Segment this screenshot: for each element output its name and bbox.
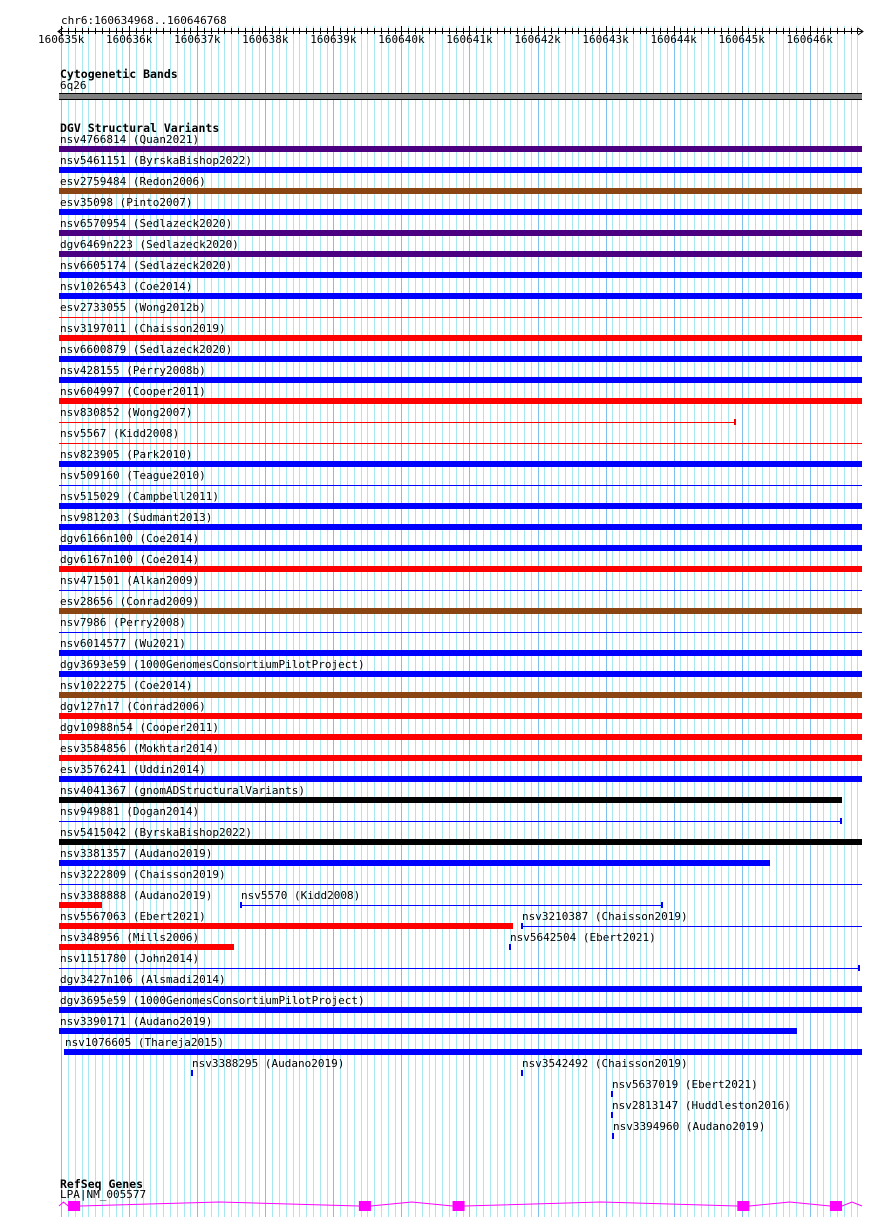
cyto-track-title[interactable]: Cytogenetic Bands [60,67,178,81]
variant-feature[interactable] [59,797,842,803]
variant-label[interactable]: nsv5637019 (Ebert2021) [612,1078,758,1091]
variant-feature[interactable] [59,146,862,152]
variant-label[interactable]: nsv981203 (Sudmant2013) [60,511,213,524]
variant-label[interactable]: dgv3695e59 (1000GenomesConsortiumPilotProject) [60,994,365,1007]
variant-label[interactable]: esv2733055 (Wong2012b) [60,301,206,314]
variant-label[interactable]: nsv6600879 (Sedlazeck2020) [60,343,233,356]
variant-feature[interactable] [240,905,663,906]
ruler-tick-label: 160637k [174,33,221,46]
variant-feature[interactable] [59,821,842,822]
variant-feature[interactable] [59,692,862,698]
cyto-band-label: 6q26 [60,79,87,92]
variant-label[interactable]: esv35098 (Pinto2007) [60,196,193,209]
variant-feature[interactable] [59,443,862,444]
variant-feature[interactable] [59,902,102,908]
variant-feature[interactable] [59,272,862,278]
variant-feature[interactable] [59,632,862,633]
variant-label[interactable]: nsv604997 (Cooper2011) [60,385,206,398]
exon [453,1201,465,1211]
variant-feature[interactable] [59,713,862,719]
variant-feature[interactable] [59,503,862,509]
variant-feature[interactable] [59,650,862,656]
variant-feature[interactable] [59,776,862,782]
variant-label[interactable]: nsv3388295 (Audano2019) [192,1057,345,1070]
ruler-tick-label: 160645k [718,33,765,46]
variant-feature[interactable] [59,293,862,299]
ruler-tick-label: 160636k [106,33,153,46]
variant-label[interactable]: nsv6570954 (Sedlazeck2020) [60,217,233,230]
ruler-tick-label: 160642k [514,33,561,46]
variant-label[interactable]: nsv3542492 (Chaisson2019) [522,1057,688,1070]
gene-model-lpa[interactable] [0,1196,890,1217]
variant-label[interactable]: nsv515029 (Campbell2011) [60,490,219,503]
variant-label[interactable]: nsv6605174 (Sedlazeck2020) [60,259,233,272]
variant-feature[interactable] [191,1070,193,1076]
variant-label[interactable]: nsv3390171 (Audano2019) [60,1015,213,1028]
ruler-tick-label: 160635k [37,33,85,46]
variant-label[interactable]: esv28656 (Conrad2009) [60,595,200,608]
variant-feature[interactable] [59,545,862,551]
variant-end-tick [858,965,860,971]
exon [68,1201,80,1211]
variant-label[interactable]: nsv3388888 (Audano2019) [60,889,213,902]
variant-label[interactable]: dgv3693e59 (1000GenomesConsortiumPilotProject) [60,658,365,671]
variant-feature[interactable] [59,317,862,318]
variant-label[interactable]: nsv823905 (Park2010) [60,448,193,461]
variant-label[interactable]: dgv3427n106 (Alsmadi2014) [60,973,226,986]
gene-label[interactable]: LPA|NM_005577 [60,1188,147,1201]
variant-label[interactable]: nsv509160 (Teague2010) [60,469,206,482]
variant-feature[interactable] [59,590,862,591]
ruler-tick-label: 160644k [650,33,697,46]
variant-feature[interactable] [59,734,862,740]
variant-label[interactable]: esv2759484 (Redon2006) [60,175,206,188]
variant-label[interactable]: nsv2813147 (Huddleston2016) [612,1099,791,1112]
variant-label[interactable]: nsv348956 (Mills2006) [60,931,200,944]
variant-label[interactable]: dgv6166n100 (Coe2014) [60,532,200,545]
variant-feature[interactable] [59,671,862,677]
variant-feature[interactable] [59,524,862,530]
variant-label[interactable]: dgv6469n223 (Sedlazeck2020) [60,238,239,251]
refseq-track-title[interactable]: RefSeq Genes [60,1177,144,1191]
cytoband-6q26[interactable] [59,93,862,100]
variant-feature[interactable] [59,608,862,614]
variant-label[interactable]: nsv1076605 (Thareja2015) [65,1036,224,1049]
variant-label[interactable]: dgv127n17 (Conrad2006) [60,700,206,713]
variant-end-tick [661,902,663,908]
variant-feature[interactable] [59,335,862,341]
variant-feature[interactable] [59,356,862,362]
variant-label[interactable]: nsv3197011 (Chaisson2019) [60,322,226,335]
exon [359,1201,371,1211]
variant-label[interactable]: nsv3381357 (Audano2019) [60,847,213,860]
variant-feature[interactable] [59,566,862,572]
variant-end-tick [521,923,523,929]
variant-label[interactable]: nsv949881 (Dogan2014) [60,805,200,818]
ruler-tick-label: 160638k [242,33,289,46]
variant-feature[interactable] [59,986,862,992]
ruler-tick-label: 160640k [378,33,425,46]
variant-label[interactable]: nsv6014577 (Wu2021) [60,637,186,650]
variant-feature[interactable] [509,944,511,950]
variant-label[interactable]: nsv471501 (Alkan2009) [60,574,200,587]
variant-label[interactable]: nsv5570 (Kidd2008) [241,889,361,902]
variant-feature[interactable] [59,860,770,866]
variant-feature[interactable] [59,923,513,929]
ruler-tick-label: 160643k [582,33,629,46]
variant-label[interactable]: nsv5567 (Kidd2008) [60,427,180,440]
variant-feature[interactable] [59,188,862,194]
variant-label[interactable]: esv3576241 (Uddin2014) [60,763,206,776]
ruler-tick-label: 160641k [446,33,493,46]
variant-label[interactable]: nsv4766814 (Quan2021) [60,133,200,146]
variant-feature[interactable] [59,209,862,215]
variant-feature[interactable] [59,461,862,467]
variant-end-tick [840,818,842,824]
variant-label[interactable]: nsv1026543 (Coe2014) [60,280,193,293]
variant-feature[interactable] [59,251,862,257]
variant-label[interactable]: dgv10988n54 (Cooper2011) [60,721,219,734]
variant-label[interactable]: nsv1151780 (John2014) [60,952,200,965]
variant-label[interactable]: dgv6167n100 (Coe2014) [60,553,200,566]
ruler-tick-label: 160646k [786,33,833,46]
variant-label[interactable]: esv3584856 (Mokhtar2014) [60,742,219,755]
variant-label[interactable]: nsv5415042 (ByrskaBishop2022) [60,826,253,839]
variant-label[interactable]: nsv830852 (Wong2007) [60,406,193,419]
variant-label[interactable]: nsv4041367 (gnomADStructuralVariants) [60,784,306,797]
variant-label[interactable]: nsv428155 (Perry2008b) [60,364,206,377]
variant-feature[interactable] [611,1091,613,1097]
variant-end-tick [734,419,736,425]
variant-label[interactable]: nsv5461151 (ByrskaBishop2022) [60,154,253,167]
variant-label[interactable]: nsv7986 (Perry2008) [60,616,186,629]
variant-feature[interactable] [59,1028,797,1034]
dgv-track-title[interactable]: DGV Structural Variants [60,121,220,135]
variant-label[interactable]: nsv5642504 (Ebert2021) [510,931,656,944]
variant-feature[interactable] [59,884,862,885]
variant-label[interactable]: nsv3210387 (Chaisson2019) [522,910,688,923]
variant-feature[interactable] [64,1049,862,1055]
variant-feature[interactable] [59,230,862,236]
variant-feature[interactable] [611,1112,613,1118]
variant-feature[interactable] [521,1070,523,1076]
variant-label[interactable]: nsv3222809 (Chaisson2019) [60,868,226,881]
variant-feature[interactable] [612,1133,614,1139]
variant-label[interactable]: nsv3394960 (Audano2019) [613,1120,766,1133]
variant-feature[interactable] [59,167,862,173]
ruler-tick-label: 160639k [310,33,357,46]
variant-feature[interactable] [59,944,234,950]
variant-label[interactable]: nsv5567063 (Ebert2021) [60,910,206,923]
exon [830,1201,842,1211]
variant-feature[interactable] [59,422,736,423]
variant-feature[interactable] [59,377,862,383]
variant-end-tick [240,902,242,908]
variant-feature[interactable] [59,485,862,486]
variant-feature[interactable] [59,839,862,845]
variant-feature[interactable] [59,1007,862,1013]
variant-feature[interactable] [59,968,860,969]
variant-label[interactable]: nsv1022275 (Coe2014) [60,679,193,692]
location-label: chr6:160634968..160646768 [61,14,227,27]
variant-feature[interactable] [59,755,862,761]
variant-feature[interactable] [521,926,862,927]
variant-feature[interactable] [59,398,862,404]
exon [737,1201,749,1211]
